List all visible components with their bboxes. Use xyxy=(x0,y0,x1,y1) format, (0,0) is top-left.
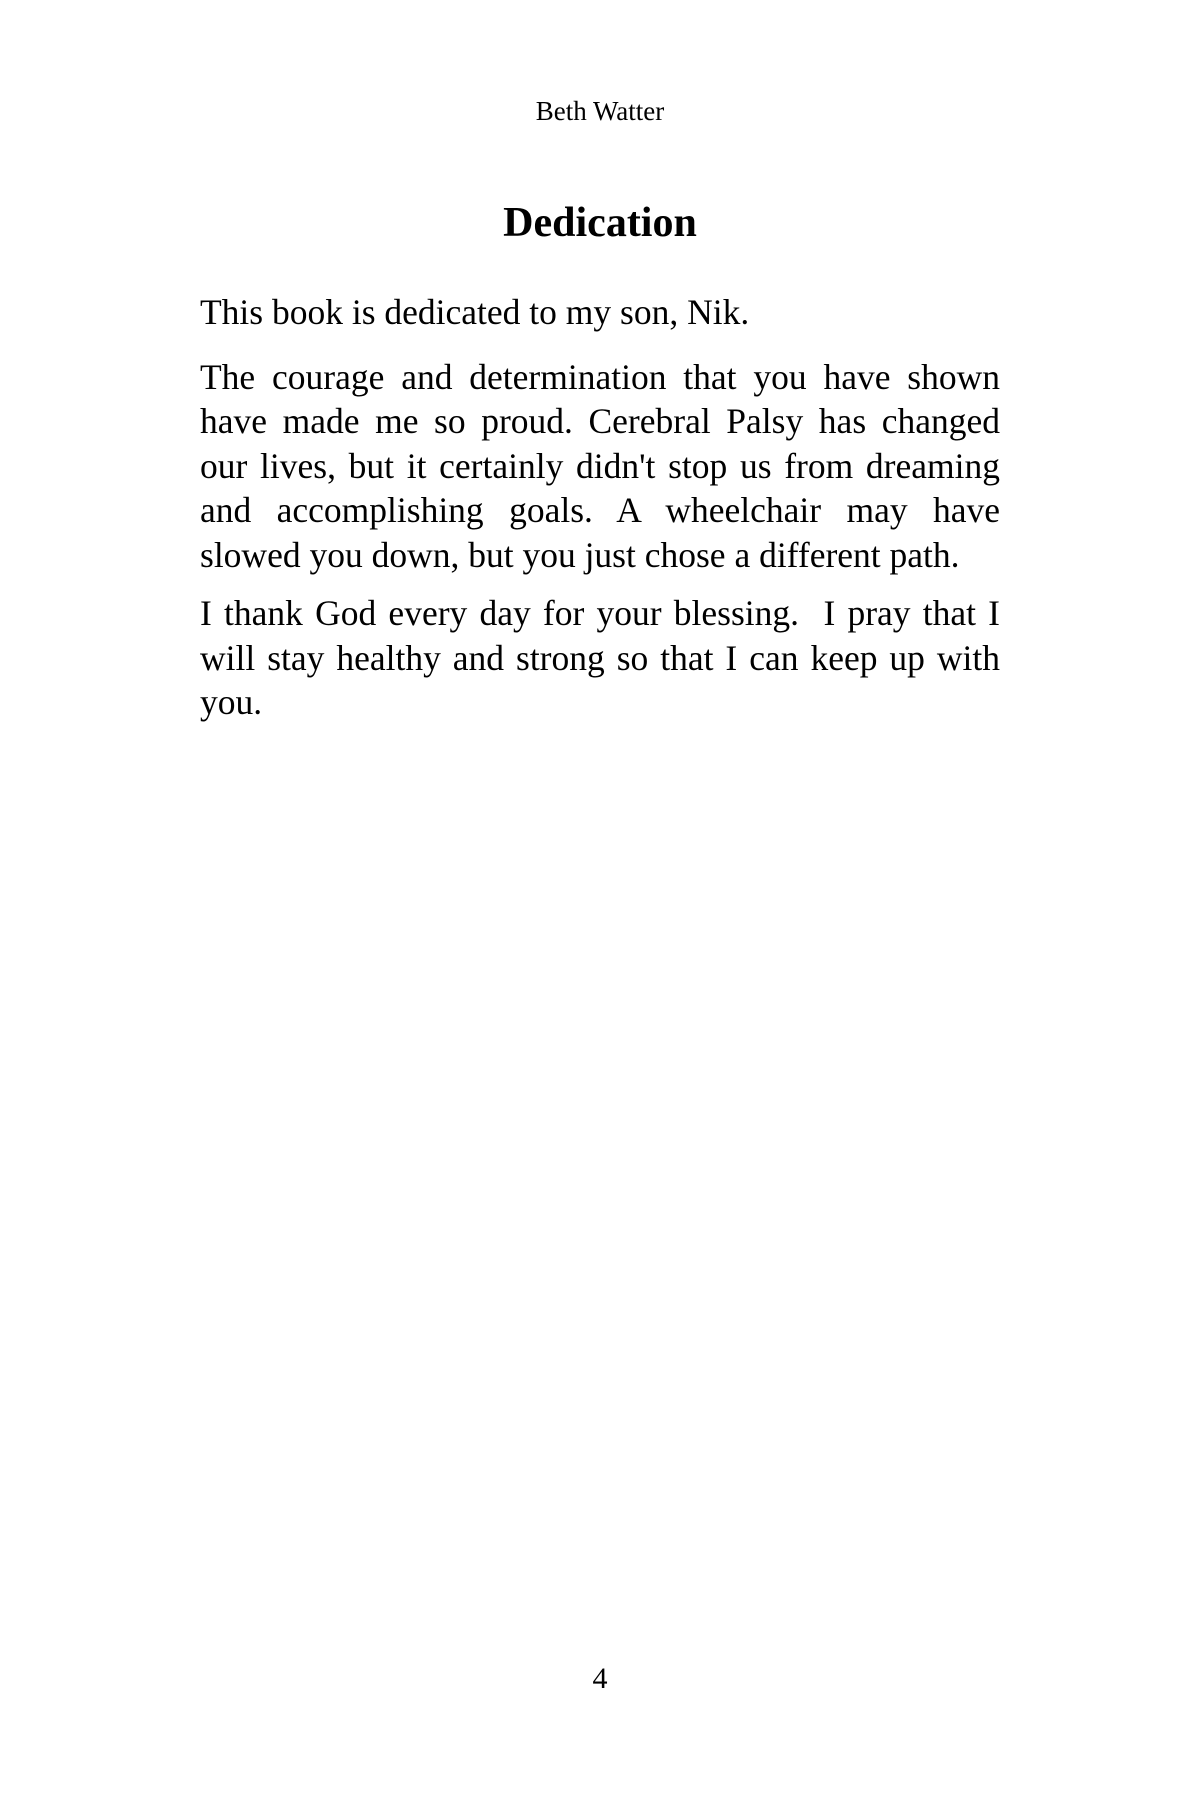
dedication-body xyxy=(200,290,1009,739)
page-title: Dedication xyxy=(503,200,697,246)
page-number: 4 xyxy=(592,1662,608,1695)
dedication-paragraph-1: This book is dedicated to my son, Nik. xyxy=(200,292,750,332)
dedication-paragraph-2: The courage and determination that you have shown have made me so proud. Cerebral Palsy has changed our lives, but it certainly didn't stop us from dreaming and accomplishing goals. A wheelchair may have slowed you down, but you just chose a different path. xyxy=(200,356,1009,575)
running-header-author: Beth Watter xyxy=(535,96,665,126)
dedication-paragraph-3: I thank God every day for your blessing. I pray that I will stay healthy and strong so that I can keep up with you. xyxy=(200,593,1009,722)
